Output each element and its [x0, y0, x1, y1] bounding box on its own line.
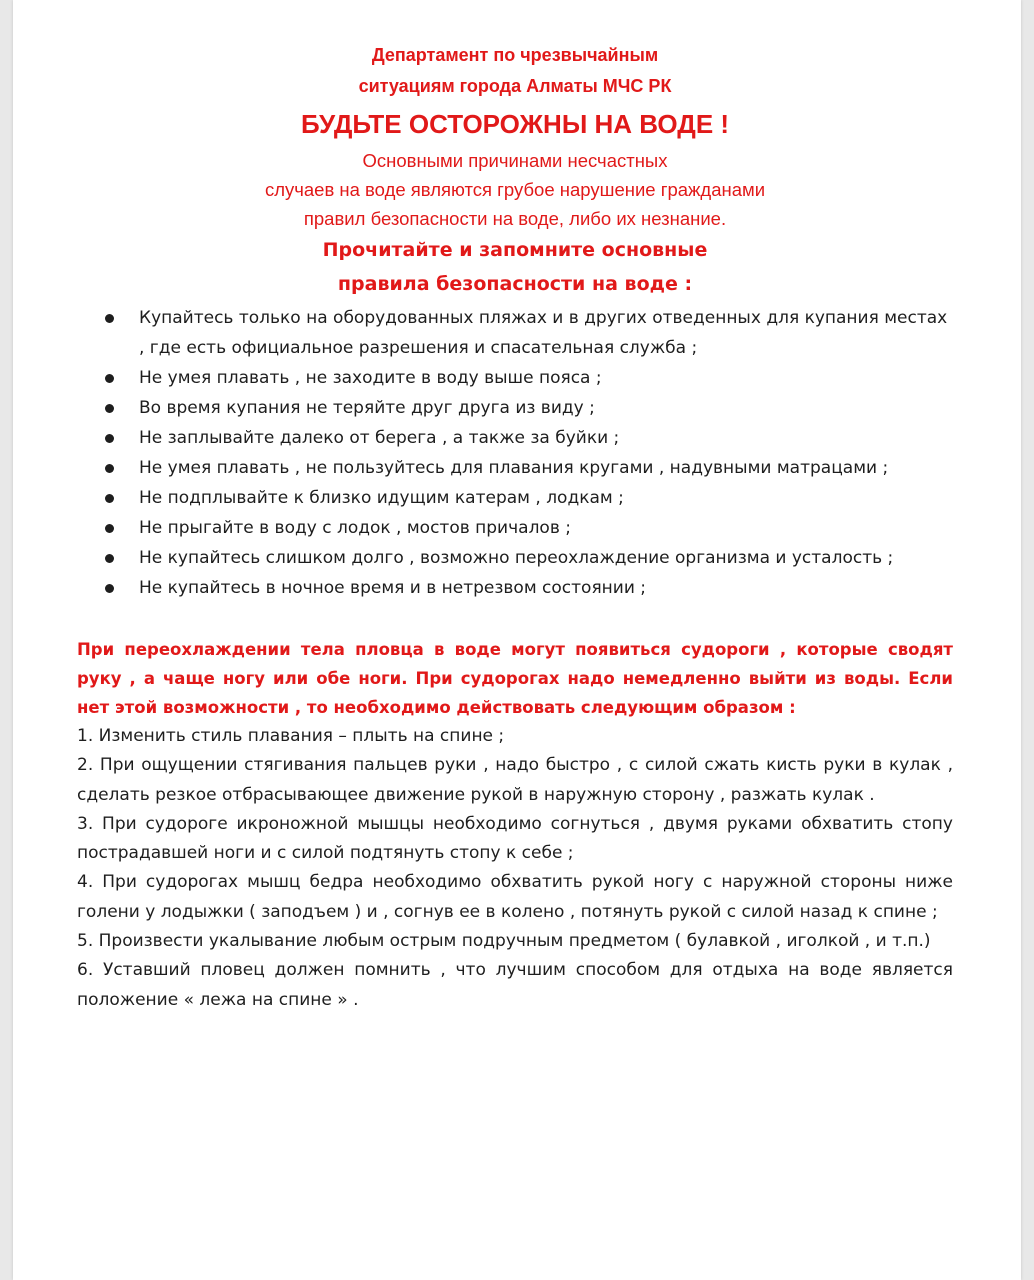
- headline: БУДЬТЕ ОСТОРОЖНЫ НА ВОДЕ !: [300, 109, 730, 139]
- rule-text: Не заплывайте далеко от берега , а также за буйки ;: [139, 428, 620, 448]
- list-item: [77, 363, 953, 393]
- step-item: 2. При ощущении стягивания пальцев руки , надо быстро , с силой сжать кисть руки в кулак , сделать резкое отбрасывающее движение рукой в наружную сторону , разжать кулак .: [77, 755, 953, 805]
- bullet-icon: [105, 584, 114, 593]
- list-item: [77, 393, 953, 423]
- document-page: [13, 0, 1021, 1280]
- rule-text: Не купайтесь слишком долго , возможно переохлаждение организма и усталость ;: [139, 548, 894, 568]
- document-content: [77, 40, 953, 1015]
- intro-line-1: Основными причинами несчастных: [362, 150, 668, 171]
- bullet-icon: [105, 464, 114, 473]
- read-line-2: правила безопасности на воде :: [337, 273, 693, 295]
- intro-line-2: случаев на воде являются грубое нарушение гражданами: [264, 179, 766, 200]
- step-item: 4. При судорогах мышц бедра необходимо обхватить рукой ногу с наружной стороны ниже голени у лодыжки ( заподъем ) и , согнув ее в колено , потянуть рукой с силой назад к спине ;: [77, 872, 953, 922]
- read-line-1: Прочитайте и запомните основные: [322, 239, 708, 261]
- read-heading: [77, 233, 953, 301]
- cramp-steps-list: [77, 722, 953, 1015]
- bullet-icon: [105, 374, 114, 383]
- bullet-icon: [105, 404, 114, 413]
- list-item: [77, 483, 953, 513]
- safety-rules-list: [77, 303, 953, 603]
- step-item: 1. Изменить стиль плавания – плыть на спине ;: [77, 726, 505, 746]
- rule-text: Во время купания не теряйте друг друга из виду ;: [139, 398, 595, 418]
- list-item: [77, 453, 953, 483]
- department-line-1: Департамент по чрезвычайным: [371, 45, 659, 65]
- rule-text: Не купайтесь в ночное время и в нетрезвом состоянии ;: [139, 578, 647, 598]
- bullet-icon: [105, 524, 114, 533]
- rule-text: Купайтесь только на оборудованных пляжах и в других отведенных для купания местах , где есть официальное разрешения и спасательная служба ;: [139, 308, 948, 358]
- step-item: 5. Произвести укалывание любым острым подручным предметом ( булавкой , иголкой , и т.п.): [77, 931, 931, 952]
- rule-text: Не умея плавать , не заходите в воду выше пояса ;: [139, 368, 602, 388]
- intro-paragraph: [77, 146, 953, 233]
- list-item: [77, 513, 953, 543]
- bullet-icon: [105, 554, 114, 563]
- step-item: 6. Уставший пловец должен помнить , что лучшим способом для отдыха на воде является положение « лежа на спине » .: [77, 960, 953, 1010]
- bullet-icon: [105, 314, 114, 323]
- list-item: [77, 573, 953, 603]
- department-line-2: ситуациям города Алматы МЧС РК: [358, 76, 672, 96]
- department-title: [77, 40, 953, 102]
- list-item: [77, 303, 953, 363]
- bullet-icon: [105, 494, 114, 503]
- intro-line-3: правил безопасности на воде, либо их незнание.: [303, 208, 727, 229]
- rule-text: Не умея плавать , не пользуйтесь для плавания кругами , надувными матрацами ;: [139, 458, 889, 478]
- bullet-icon: [105, 434, 114, 443]
- rule-text: Не прыгайте в воду с лодок , мостов причалов ;: [139, 518, 571, 538]
- cramp-warning: При переохлаждении тела пловца в воде могут появиться судороги , которые сводят руку , а чаще ногу или обе ноги. При судорогах надо немедленно выйти из воды. Если нет этой возможности , то необходимо действовать следующим образом :: [77, 640, 953, 717]
- list-item: [77, 543, 953, 573]
- rule-text: Не подплывайте к близко идущим катерам , лодкам ;: [139, 488, 624, 508]
- list-item: [77, 423, 953, 453]
- step-item: 3. При судороге икроножной мышцы необходимо согнуться , двумя руками обхватить стопу пострадавшей ноги и с силой подтянуть стопу к себе ;: [77, 813, 953, 864]
